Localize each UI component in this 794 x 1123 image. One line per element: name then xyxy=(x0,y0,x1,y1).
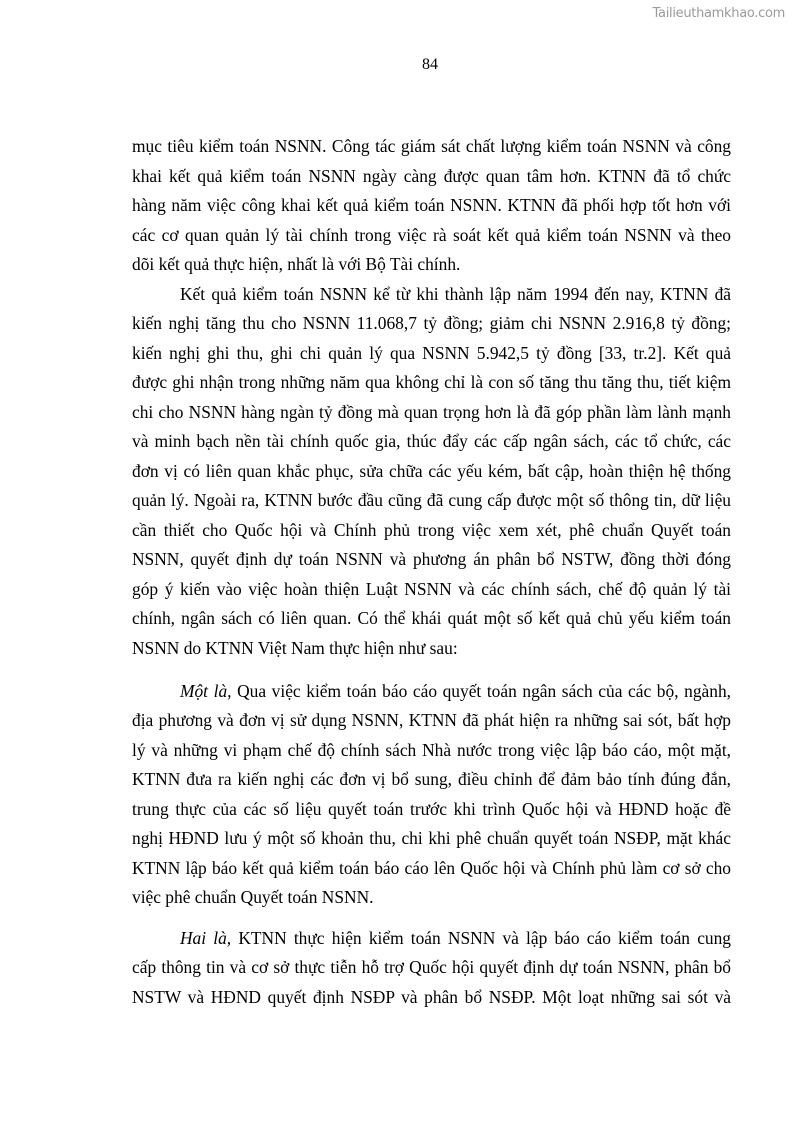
text-line: đơn vị có liên quan khắc phục, sửa chữa các yếu kém, bất cập, hoàn thiện hệ thống xyxy=(132,460,731,481)
text-line: việc phê chuẩn Quyết toán NSNN. xyxy=(132,887,374,907)
paragraph-1 xyxy=(132,132,731,280)
text-line-rest: KTNN thực hiện kiểm toán NSNN và lập báo cáo kiểm toán cung xyxy=(231,927,731,948)
text-line: KTNN lập báo kết quả kiểm toán báo cáo lên Quốc hội và Chính phủ làm cơ sở cho xyxy=(132,857,731,878)
text-line: cấp thông tin và cơ sở thực tiễn hỗ trợ Quốc hội quyết định dự toán NSNN, phân bổ xyxy=(132,957,731,977)
paragraph-mot-la xyxy=(132,677,731,913)
paragraph-lead: Hai là, xyxy=(180,927,232,948)
text-line: chi cho NSNN hàng ngàn tỷ đồng mà quan trọng hơn là đã góp phần làm lành mạnh xyxy=(132,401,731,422)
text-line xyxy=(132,677,731,707)
text-line: quản lý. Ngoài ra, KTNN bước đầu cũng đã cung cấp được một số thông tin, dữ liệu xyxy=(132,490,731,510)
paragraph-2 xyxy=(132,280,731,664)
text-line xyxy=(132,924,731,954)
text-line: KTNN đưa ra kiến nghị các đơn vị bổ sung, điều chỉnh để đảm bảo tính đúng đắn, xyxy=(132,769,731,789)
text-line: kiến nghị tăng thu cho NSNN 11.068,7 tỷ đồng; giảm chi NSNN 2.916,8 tỷ đồng; xyxy=(132,313,731,333)
document-body xyxy=(132,132,731,1012)
text-line: và minh bạch nền tài chính quốc gia, thúc đẩy các cấp ngân sách, các tổ chức, các xyxy=(132,431,731,451)
text-line: nghị HĐND lưu ý một số khoản thu, chi khi phê chuẩn quyết toán NSĐP, mặt khác xyxy=(132,828,731,848)
text-line: khai kết quả kiểm toán NSNN ngày càng được quan tâm hơn. KTNN đã tổ chức xyxy=(132,165,731,186)
text-line: NSTW và HĐND quyết định NSĐP và phân bổ NSĐP. Một loạt những sai sót và xyxy=(132,986,731,1007)
text-line: dõi kết quả thực hiện, nhất là với Bộ Tài chính. xyxy=(132,254,461,274)
watermark: Tailieuthamkhao.com xyxy=(652,6,785,21)
text-line: Kết quả kiểm toán NSNN kể từ khi thành lập năm 1994 đến nay, KTNN đã xyxy=(180,283,731,304)
page-number: 84 xyxy=(422,56,438,73)
paragraph-hai-la xyxy=(132,924,731,1013)
text-line: địa phương và đơn vị sử dụng NSNN, KTNN đã phát hiện ra những sai sót, bất hợp xyxy=(132,710,731,730)
text-line: NSNN, quyết định dự toán NSNN và phương án phân bổ NSTW, đồng thời đóng xyxy=(132,549,731,569)
text-line: mục tiêu kiểm toán NSNN. Công tác giám sát chất lượng kiểm toán NSNN và công xyxy=(132,136,731,156)
text-line: chính, ngân sách có liên quan. Có thể khái quát một số kết quả chủ yếu kiểm toán xyxy=(132,608,731,628)
text-line: hàng năm việc công khai kết quả kiểm toán NSNN. KTNN đã phối hợp tốt hơn với xyxy=(132,195,731,215)
text-line: kiến nghị ghi thu, ghi chi quản lý qua NSNN 5.942,5 tỷ đồng [33, tr.2]. Kết quả xyxy=(132,342,731,363)
text-line: lý và những vi phạm chế độ chính sách Nhà nước trong việc lập báo cáo, một mặt, xyxy=(132,739,731,760)
text-line-rest: Qua việc kiểm toán báo cáo quyết toán ngân sách của các bộ, ngành, xyxy=(231,680,731,701)
text-line: được ghi nhận trong những năm qua không chỉ là con số tăng thu tăng thu, tiết kiệm xyxy=(132,372,731,392)
paragraph-lead: Một là, xyxy=(180,680,232,701)
text-line: góp ý kiến vào việc hoàn thiện Luật NSNN và các chính sách, chế độ quản lý tài xyxy=(132,578,731,599)
text-line: cần thiết cho Quốc hội và Chính phủ trong việc xem xét, phê chuẩn Quyết toán xyxy=(132,519,731,540)
text-line: trung thực của các số liệu quyết toán trước khi trình Quốc hội và HĐND hoặc đề xyxy=(132,798,731,819)
text-line: các cơ quan quản lý tài chính trong việc rà soát kết quả kiểm toán NSNN và theo xyxy=(132,224,731,245)
text-line: NSNN do KTNN Việt Nam thực hiện như sau: xyxy=(132,637,458,658)
